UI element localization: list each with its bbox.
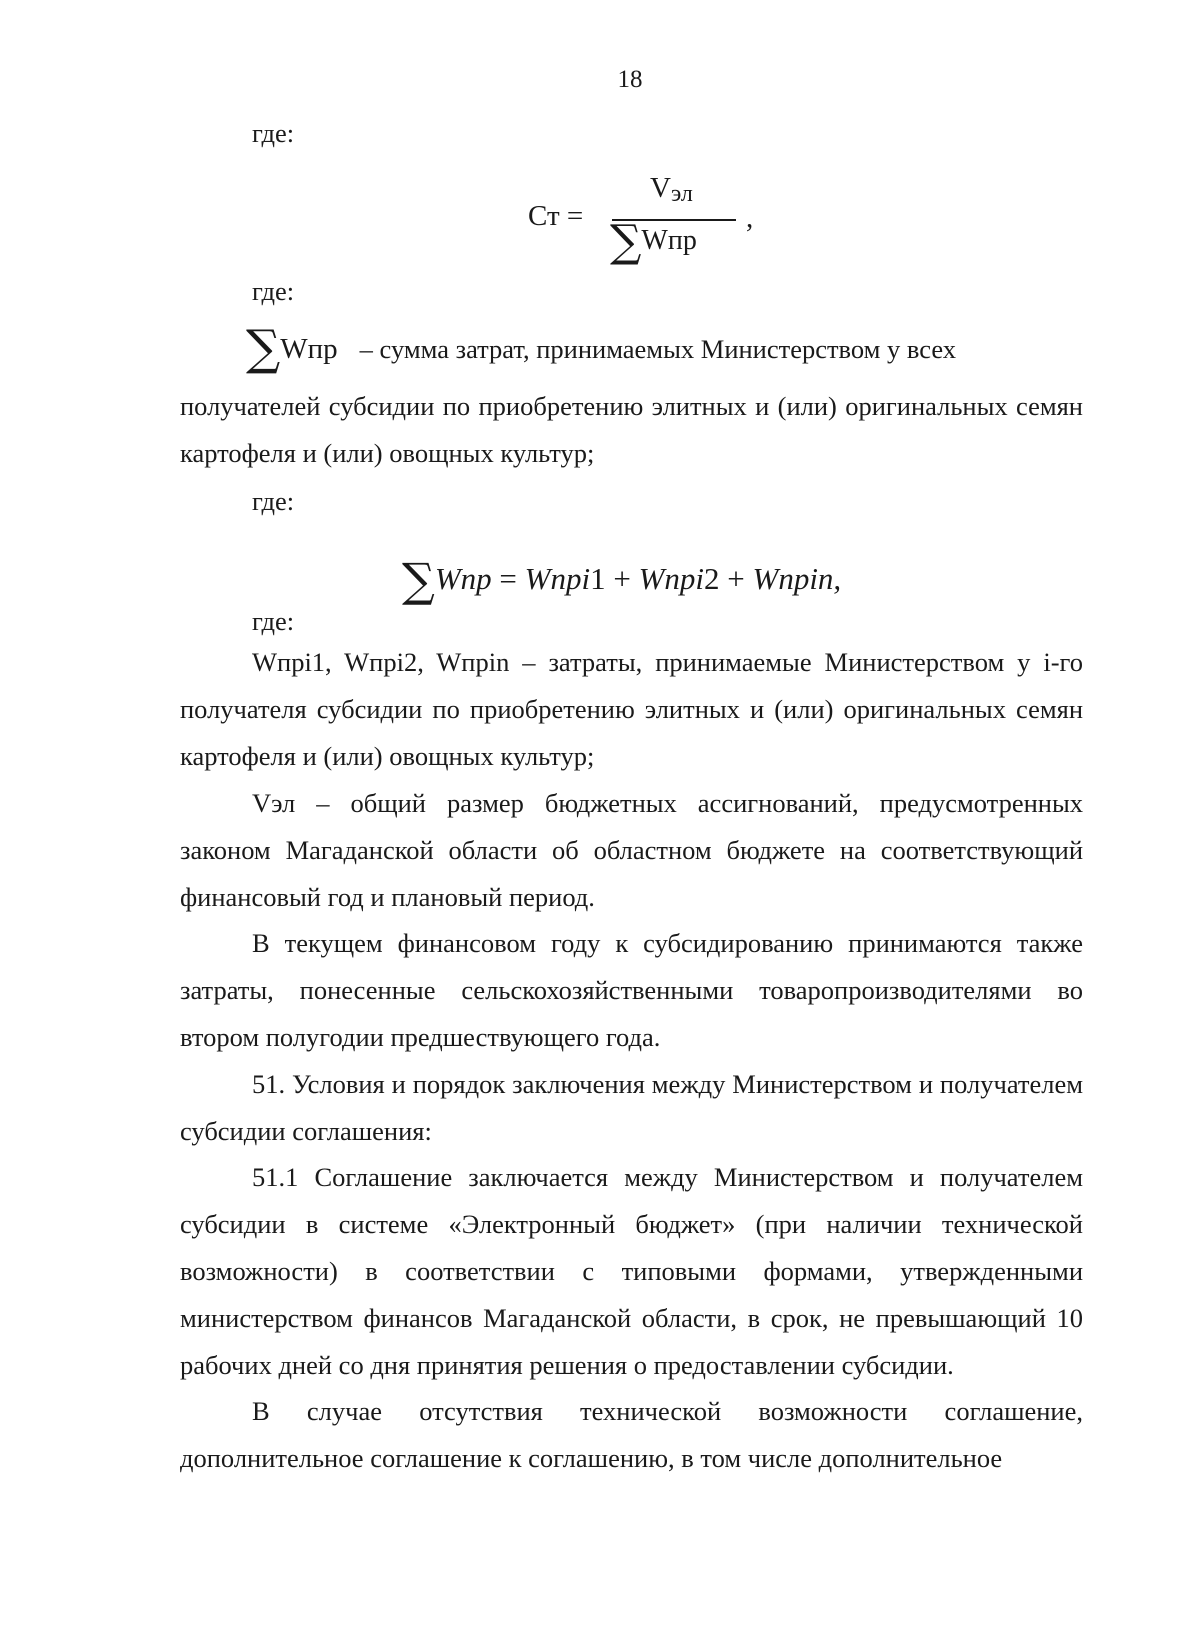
formula-st-numerator: $V_{эл}$ bbox=[650, 172, 693, 207]
formula-st bbox=[528, 172, 768, 272]
sigma-symbol: ∑ bbox=[402, 553, 435, 607]
paragraph-51-1: 51.1 Соглашение заключается между Министерством и получателем субсидии в системе «Электронный бюджет» (при наличии технической возможности) в соответствии с типовыми формами, утвержденными министерством финансов Магаданской области, в срок, не превышающий 10 рабочих дней со дня принятия решения о предоставлении субсидии. bbox=[180, 1162, 1083, 1380]
paragraph-vel: Vэл – общий размер бюджетных ассигнований, предусмотренных законом Магаданской области об областном бюджете на соответствующий финансовый год и плановый период. bbox=[180, 788, 1083, 912]
sigma-symbol: ∑ bbox=[246, 320, 281, 376]
sigma-symbol: ∑ bbox=[610, 216, 642, 267]
where-label-1: где: bbox=[252, 118, 295, 148]
sum-definition-line1: ∑Wпр – сумма затрат, принимаемых Министерством у всех bbox=[246, 320, 957, 376]
page-number: 18 bbox=[617, 66, 643, 93]
sum-definition-rest: получателей субсидии по приобретению элитных и (или) оригинальных семян картофеля и (или) овощных культур; bbox=[180, 391, 1083, 468]
formula-st-denominator: ∑Wпр bbox=[610, 216, 697, 267]
where-label-3: где: bbox=[252, 486, 295, 516]
paragraph-51: 51. Условия и порядок заключения между Министерством и получателем субсидии соглашения: bbox=[180, 1069, 1083, 1146]
paragraph-wnpi: Wпрi1, Wпрi2, Wпрin – затраты, принимаемые Министерством у i-го получателя субсидии по приобретению элитных и (или) оригинальных семян картофеля и (или) овощных культур; bbox=[180, 647, 1083, 771]
where-label-4: где: bbox=[252, 606, 295, 636]
formula-sum-wnp: ∑Wпр = Wпрi1 + Wпрi2 + Wпрin, bbox=[402, 553, 842, 607]
formula-st-comma: , bbox=[746, 202, 754, 234]
where-label-2: где: bbox=[252, 276, 295, 306]
paragraph-no-technical: В случае отсутствия технической возможности соглашение, дополнительное соглашение к соглашению, в том числе дополнительное bbox=[180, 1396, 1083, 1473]
formula-st-lhs: Ст = bbox=[528, 200, 584, 232]
paragraph-current-year: В текущем финансовом году к субсидированию принимаются также затраты, понесенные сельскохозяйственными товаропроизводителями во втором полугодии предшествующего года. bbox=[180, 928, 1083, 1052]
